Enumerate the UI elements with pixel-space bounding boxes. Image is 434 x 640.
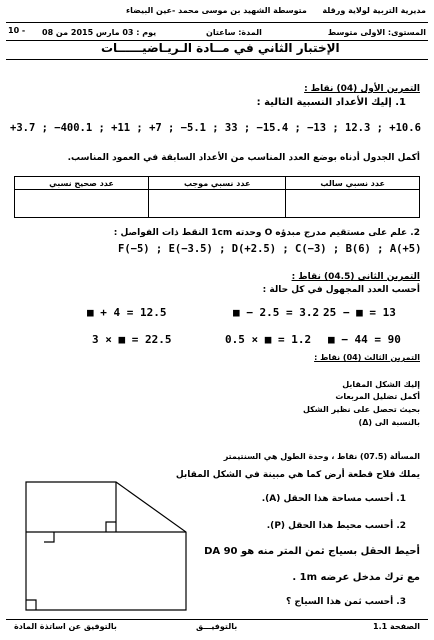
problem-intro: يملك فلاح قطعة أرض كما هي مبينة في الشكل المقابل: [175, 470, 420, 480]
problem-gate: مع ترك مدخل عرضه 1m .: [292, 572, 420, 583]
ex2-title: التمرين الثاني (04.5) نقاط :: [291, 272, 420, 282]
ex3-line2: أكمل تضليل المربعات: [335, 392, 420, 401]
ex1-points: F(−5) ; E(−3.5) ; D(+2.5) ; C(−3) ; B(6) ; A(+5): [118, 243, 422, 255]
problem-q2: 2. أحسب محيط هذا الحقل (P).: [266, 521, 406, 531]
eq-2: ■ − 2.5 = 3.2: [233, 306, 320, 319]
footer-center: بالتوفيـــق: [196, 622, 238, 631]
ex1-q1: 1. إليك الأعداد النسبية التالية :: [256, 97, 406, 108]
col-integer: عدد صحيح نسبي: [15, 177, 149, 190]
duration-label: المدة: ساعتان: [206, 28, 262, 37]
eq-3: 25 − ■ = 13: [323, 306, 396, 319]
exam-title: الإختبار الثاني في مــادة الـريـاضيــــــات: [101, 41, 340, 55]
eq-1: ■ + 4 = 12.5: [87, 306, 167, 319]
ex1-q2: 2. علم على مستقيم مدرج مبدؤه O وحدته 1cm النقط ذات الفواصل :: [113, 228, 420, 238]
problem-q3: 3. أحسب ثمن هذا السياج ؟: [285, 597, 406, 607]
cell-positive[interactable]: [148, 190, 285, 218]
col-positive: عدد نسبي موجب: [148, 177, 285, 190]
eq-4: 3 × ■ = 22.5: [92, 333, 172, 346]
ex3-line3: بحيث تحصل على نظير الشكل: [303, 405, 420, 414]
right-angle-mark-2: [26, 600, 36, 610]
ex1-numbers: +3.7 ; −400.1 ; +11 ; +7 ; −5.1 ; 33 ; −15.4 ; −13 ; 12.3 ; +10.6: [10, 122, 421, 134]
cell-integer[interactable]: [15, 190, 149, 218]
ex2-instruction: أحسب العدد المجهول في كل حالة :: [262, 285, 420, 295]
eq-6: ■ − 44 = 90: [328, 333, 401, 346]
field-figure: [14, 472, 190, 616]
number-category-table: [14, 176, 420, 218]
right-angle-mark-3: [44, 532, 54, 542]
cell-negative[interactable]: [286, 190, 420, 218]
field-outline: [26, 482, 186, 610]
footer-left: بالتوفيق عن اساتذة المادة: [14, 622, 117, 631]
col-negative: عدد نسبي سالب: [286, 177, 420, 190]
exam-header: [6, 4, 428, 56]
ex3-title: التمرين الثالث (04) نقاط :: [314, 353, 420, 362]
problem-fence: أحيط الحقل بسياج ثمن المتر منه هو 90 DA: [204, 546, 420, 557]
right-angle-mark-1: [106, 522, 116, 532]
problem-q1: 1. أحسب مساحة هذا الحقل (A).: [261, 494, 406, 504]
ex3-line4: بالنسبة الى (Δ): [358, 418, 420, 427]
time-end-label: 10 -: [8, 26, 26, 35]
ex1-instruction: أكمل الجدول أدناه بوضع العدد المناسب من الأعداد السابقة في العمود المناسب.: [67, 153, 420, 163]
ex1-title: التمرين الأول (04) نقاط :: [304, 84, 420, 94]
level-label: المستوى: الاولى متوسط: [327, 28, 426, 37]
school-name: متوسطة الشهيد بن موسى محمد -عين البيضاء: [126, 6, 307, 15]
directorate-label: مديرية التربية لولاية ورقلة: [322, 6, 426, 15]
date-label: يوم : 03 مارس 2015 من 08: [42, 28, 157, 37]
time-end-value: 10: [8, 26, 20, 35]
ex3-line1: إليك الشكل المقابل: [342, 380, 420, 389]
footer-page: الصفحة 1.1: [373, 622, 420, 631]
problem-title: المسألة (07.5) نقاط ، وحدة الطول هي السنتيمتر: [223, 452, 420, 461]
eq-5: 0.5 × ■ = 1.2: [225, 333, 312, 346]
